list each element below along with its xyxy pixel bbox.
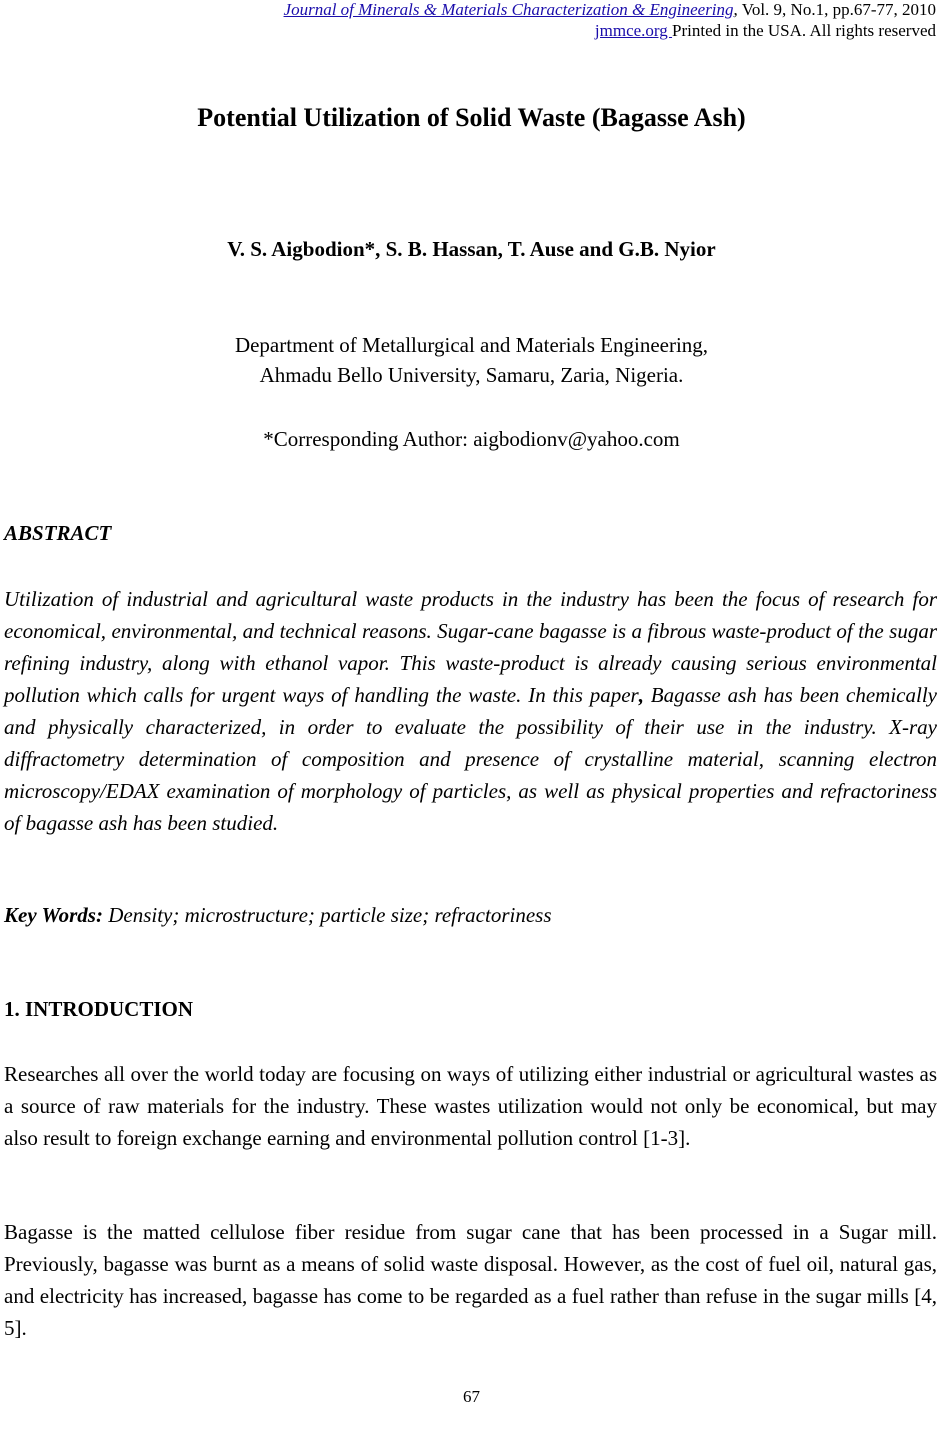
affiliation	[0, 330, 943, 390]
journal-link[interactable]: Journal of Minerals & Materials Characterization & Engineering	[283, 0, 734, 19]
introduction-paragraph-2: Bagasse is the matted cellulose fiber residue from sugar cane that has been processed in a Sugar mill. Previously, bagasse was burnt as a means of solid waste disposal. However, as the cost of fuel oil, natural gas, and electricity has increased, bagasse has come to be regarded as a fuel rather than refuse in the sugar mills [4, 5].	[4, 1220, 937, 1340]
keywords-label: Key Words:	[4, 903, 103, 927]
site-header-line	[595, 21, 936, 41]
affiliation-department: Department of Metallurgical and Materials Engineering,	[234, 333, 709, 357]
abstract-text	[4, 583, 937, 839]
volume-info: , Vol. 9, No.1, pp.67-77, 2010	[733, 0, 936, 19]
keywords-text: Density; microstructure; particle size; refractoriness	[102, 903, 552, 927]
introduction-heading: 1. INTRODUCTION	[4, 997, 194, 1021]
keywords	[4, 902, 937, 928]
affiliation-university: Ahmadu Bello University, Samaru, Zaria, Nigeria.	[259, 363, 684, 387]
article-title: Potential Utilization of Solid Waste (Bagasse Ash)	[197, 103, 746, 132]
corresponding-author: *Corresponding Author: aigbodionv@yahoo.com	[263, 427, 680, 451]
abstract-text-part2: Bagasse ash has been chemically and physically characterized, in order to evaluate the possibility of their use in the industry. X-ray diffractometry determination of composition and presence of crystalline material, scanning electron microscopy/EDAX examination of morphology of particles, as well as physical properties and refractoriness of bagasse ash has been studied.	[4, 683, 937, 835]
abstract-text-part1: Utilization of industrial and agricultural waste products in the industry has been the focus of research for economical, environmental, and technical reasons. Sugar-cane bagasse is a fibrous waste-product of the sugar refining industry, along with ethanol vapor. This waste-product is already causing serious environmental pollution which calls for urgent ways of handling the waste. In this paper	[4, 587, 937, 707]
journal-header-line	[284, 0, 936, 20]
page-number: 67	[463, 1387, 480, 1406]
author-list: V. S. Aigbodion*, S. B. Hassan, T. Ause and G.B. Nyior	[227, 237, 716, 261]
abstract-heading: ABSTRACT	[4, 521, 112, 545]
abstract-bold-comma: ,	[638, 683, 644, 707]
site-link[interactable]: jmmce.org	[594, 21, 673, 40]
rights-notice: Printed in the USA. All rights reserved	[672, 21, 936, 40]
introduction-paragraph-1: Researches all over the world today are focusing on ways of utilizing either industrial or agricultural wastes as a source of raw materials for the industry. These wastes utilization would not only be economical, but may also result to foreign exchange earning and environmental pollution control [1-3].	[4, 1062, 937, 1150]
